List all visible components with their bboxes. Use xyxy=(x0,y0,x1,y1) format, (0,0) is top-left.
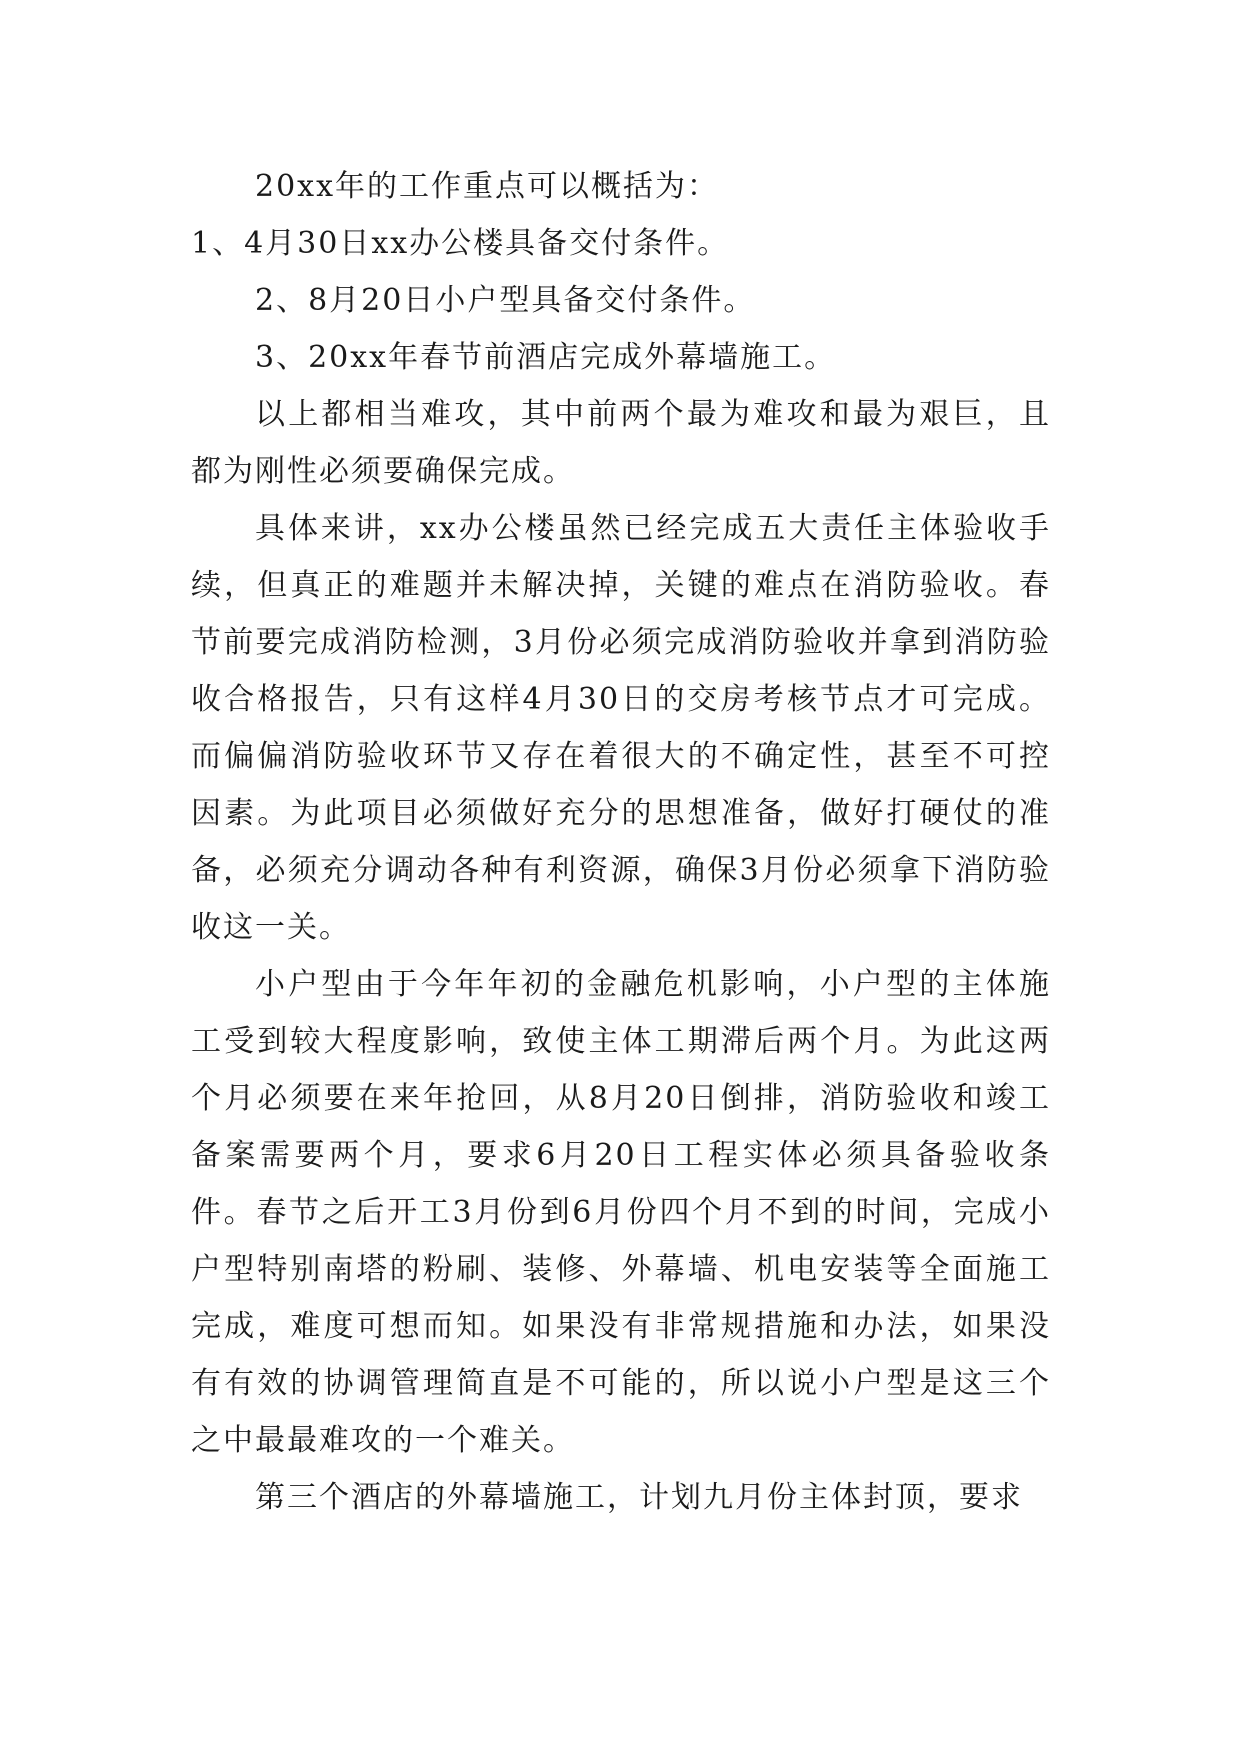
paragraph-difficulty-summary: 以上都相当难攻，其中前两个最为难攻和最为艰巨，且都为刚性必须要确保完成。 xyxy=(191,397,1051,489)
paragraph-small-units: 小户型由于今年年初的金融危机影响，小户型的主体施工受到较大程度影响，致使主体工期滞后两个月。为此这两个月必须要在来年抢回，从8月20日倒排，消防验收和竣工备案需要两个月，要求6月20日工程实体必须具备验收条件。春节之后开工3月份到6月份四个月不到的时间，完成小户型特别南塔的粉刷、装修、外幕墙、机电安装等全面施工完成，难度可想而知。如果没有非常规措施和办法，如果没有有效的协调管理简直是不可能的，所以说小户型是这三个之中最最难攻的一个难关。 xyxy=(191,967,1051,1458)
paragraph-work-focus-intro: 20xx年的工作重点可以概括为： xyxy=(255,169,720,204)
document-body xyxy=(191,158,1051,1526)
paragraph-hotel-curtain-wall: 第三个酒店的外幕墙施工，计划九月份主体封顶，要求 xyxy=(255,1480,1023,1515)
paragraph-office-building: 具体来讲，xx办公楼虽然已经完成五大责任主体验收手续，但真正的难题并未解决掉，关键的难点在消防验收。春节前要完成消防检测，3月份必须完成消防验收并拿到消防验收合格报告，只有这样4月30日的交房考核节点才可完成。而偏偏消防验收环节又存在着很大的不确定性，甚至不可控因素。为此项目必须做好充分的思想准备，做好打硬仗的准备，必须充分调动各种有利资源，确保3月份必须拿下消防验收这一关。 xyxy=(191,511,1051,945)
paragraph-item-1: 1、4月30日xx办公楼具备交付条件。 xyxy=(191,226,730,261)
paragraph-item-2: 2、8月20日小户型具备交付条件。 xyxy=(255,283,756,318)
paragraph-item-3: 3、20xx年春节前酒店完成外幕墙施工。 xyxy=(255,340,837,375)
